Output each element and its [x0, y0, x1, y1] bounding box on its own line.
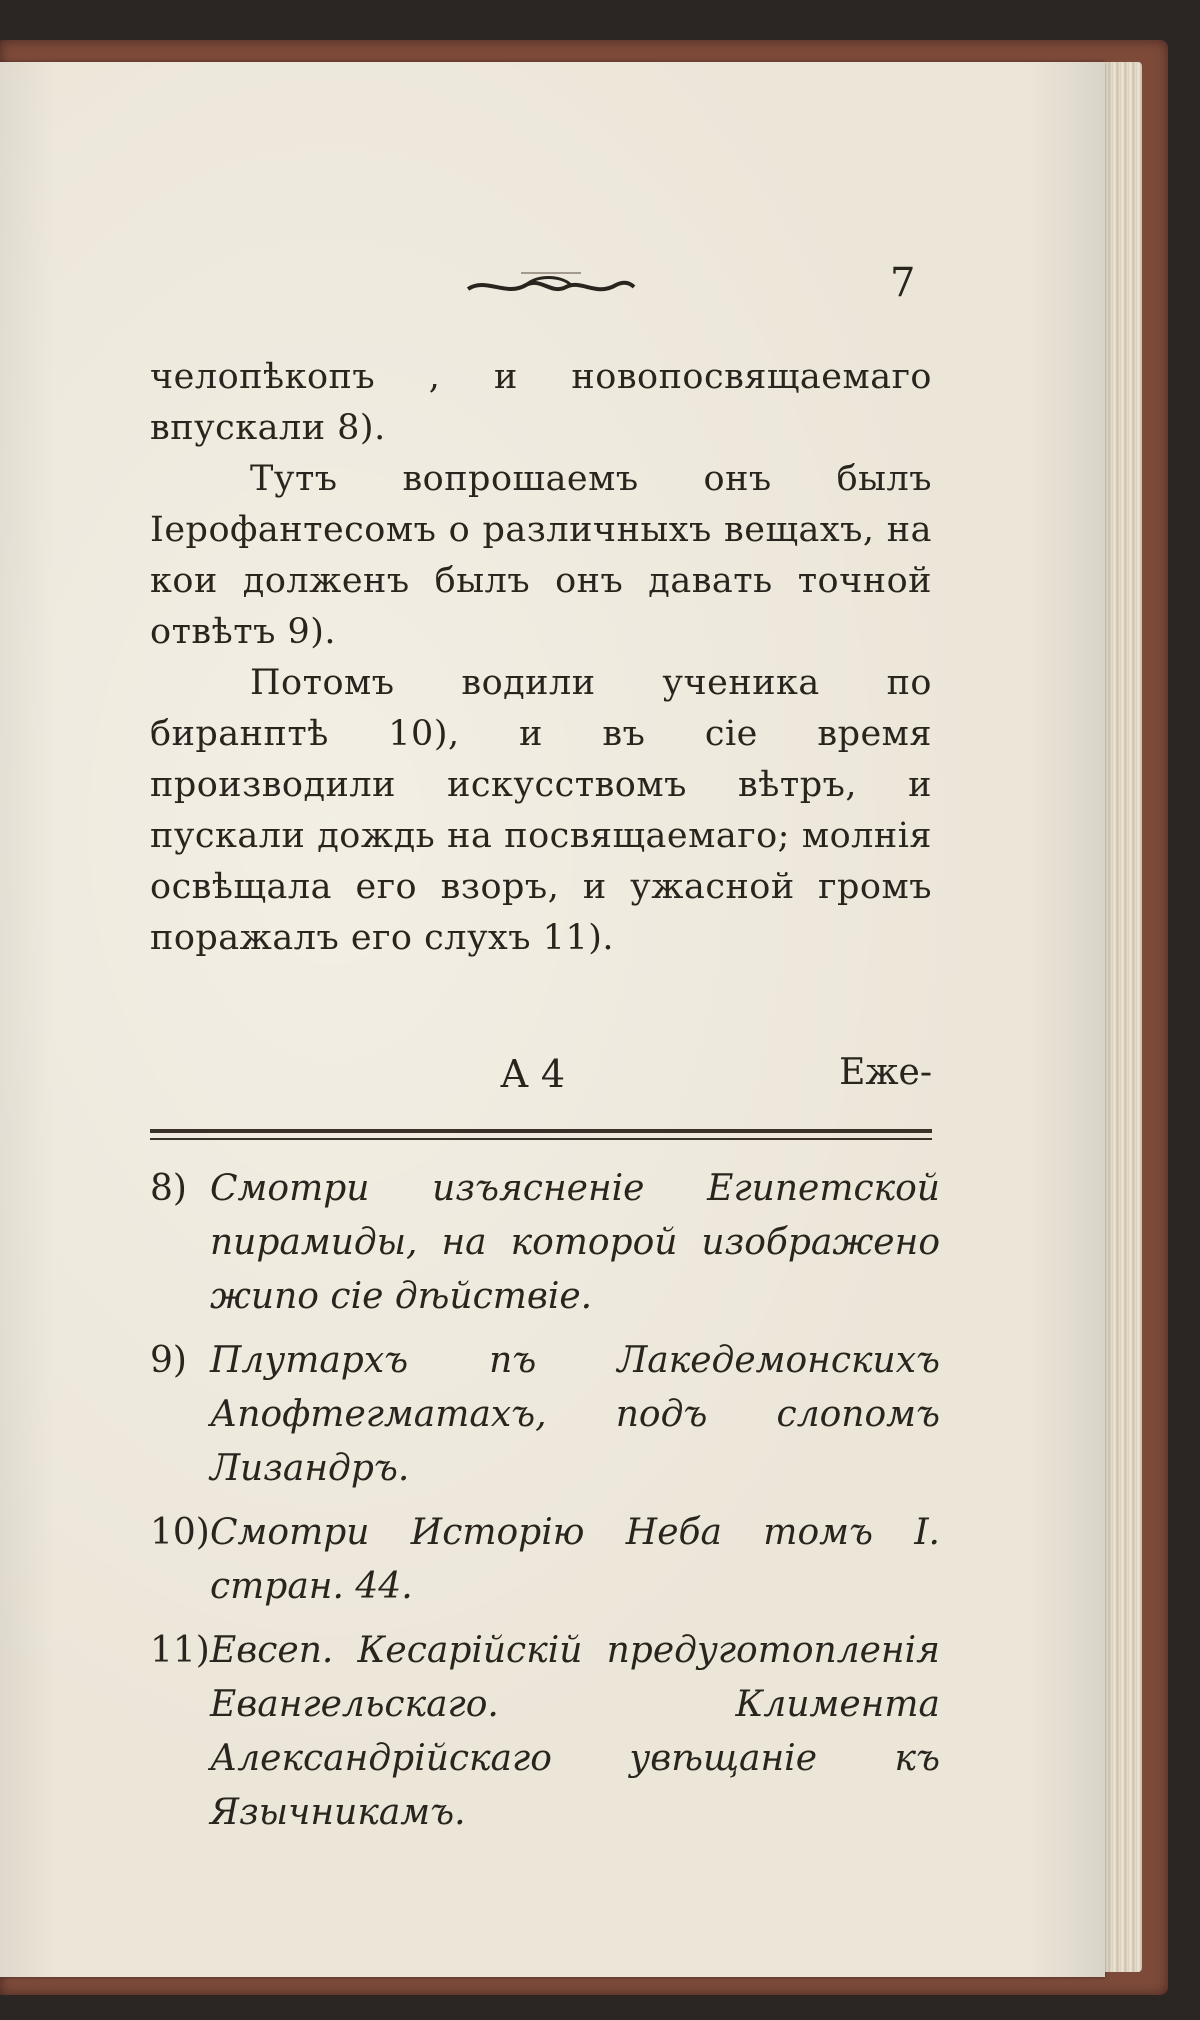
header-ornament-icon — [466, 267, 636, 307]
footnote-rule-thin — [150, 1138, 932, 1140]
catchword: Еже- — [839, 1052, 932, 1093]
footnote-number: 10) — [150, 1512, 210, 1553]
footnote-number: 9) — [150, 1340, 187, 1381]
footnote-text: Смотри Исторію Неба томъ I. стран. 44. — [210, 1512, 940, 1607]
paragraph-2: Тутъ вопрошаемъ онъ былъ Іерофантесомъ о различныхъ вещахъ, на кои долженъ былъ онъ давать точной отвѣтъ 9). — [150, 459, 932, 652]
footnote-9 — [150, 1334, 940, 1496]
footnote-number: 11) — [150, 1630, 210, 1671]
footnote-number: 8) — [150, 1168, 187, 1209]
book-page — [0, 62, 1105, 1977]
paragraph-1: челопѣкопъ , и новопосвящаемаго впускали 8). — [150, 357, 932, 448]
footnote-8 — [150, 1162, 940, 1324]
footnote-text: Плутархъ пъ Лакедемонскихъ Апофтегматахъ, подъ слопомъ Лизандръ. — [210, 1340, 940, 1489]
body-text — [150, 352, 932, 964]
footnote-11 — [150, 1624, 940, 1840]
footnote-text: Смотри изъясненіе Египетской пирамиды, на которой изображено жипо сіе дѣйствіе. — [210, 1168, 940, 1317]
footnote-10 — [150, 1506, 940, 1614]
footnote-rule — [150, 1129, 932, 1133]
footnotes — [150, 1162, 940, 1850]
signature-mark: А 4 — [500, 1052, 566, 1096]
signature-line — [150, 1052, 932, 1104]
footnote-text: Евсеп. Кесарійскій предуготопленія Евангельскаго. Климента Александрійскаго увѣщаніе къ Язычникамъ. — [210, 1630, 940, 1833]
page-number: 7 — [890, 260, 916, 306]
paragraph-3: Потомъ водили ученика по биранптѣ 10), и въ сіе время производили искусствомъ вѣтръ, и пускали дождь на посвящаемаго; молнія освѣщала его взоръ, и ужасной громъ поражалъ его слухъ 11). — [150, 663, 932, 958]
